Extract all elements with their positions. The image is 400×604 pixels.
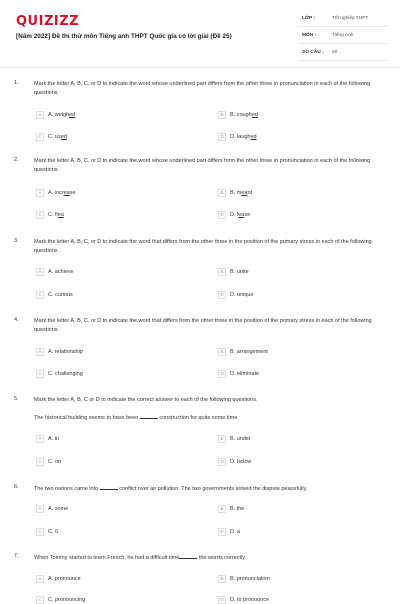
option-text: D. to pronounce <box>230 596 270 603</box>
option-b[interactable] <box>218 110 258 119</box>
option-letter-box: A <box>36 268 44 276</box>
option-letter-box: C <box>36 133 44 141</box>
question-number: 5. <box>14 396 19 402</box>
option-letter-box: A <box>36 111 44 119</box>
question-number: 3. <box>14 238 19 244</box>
question-text: Mark the letter A, B, C, or D to indicate the word whose underlined part differs from the other three in pronunciation in each of the following questions. <box>34 81 371 97</box>
meta-value: Tiếng Anh <box>328 27 388 44</box>
option-c[interactable] <box>36 290 73 299</box>
option-letter-box: A <box>36 505 44 513</box>
option-text: C. challenging <box>48 370 83 377</box>
option-a[interactable] <box>36 188 76 197</box>
quizizz-logo[interactable]: QUIZIZZ <box>16 14 80 29</box>
answer-blank <box>100 484 118 490</box>
option-d[interactable] <box>218 132 257 141</box>
option-text: A. relationship <box>48 348 83 355</box>
option-letter-box: A <box>36 348 44 356</box>
option-text: C. flea <box>48 211 64 218</box>
option-letter-box: C <box>36 370 44 378</box>
option-text: B. pronunciation <box>230 575 270 582</box>
option-text: C. curious <box>48 291 73 298</box>
question-text: Mark the letter A, B, C or D to indicate the correct answer to each of the following questions. <box>34 397 258 403</box>
question-number: 2. <box>14 157 19 163</box>
option-letter-box: D <box>218 370 226 378</box>
option-text: C. used <box>48 133 67 140</box>
header-divider <box>0 67 400 68</box>
option-text: A. weighed <box>48 111 76 118</box>
meta-value: Tốt nghiệp THPT <box>328 10 388 27</box>
option-letter-box: B <box>218 268 226 276</box>
option-letter-box: C <box>36 596 44 604</box>
option-b[interactable] <box>218 267 249 276</box>
option-text: D. unique <box>230 291 254 298</box>
option-b[interactable] <box>218 188 252 197</box>
option-text: A. some <box>48 505 69 512</box>
question-text: Mark the letter A, B, C, or D to indicate the word that differs from the other three in the position of the primary stress in each of the following questions. <box>34 239 372 255</box>
option-letter-box: B <box>218 505 226 513</box>
meta-key: MÔN : <box>298 27 328 44</box>
option-a[interactable] <box>36 504 68 513</box>
worksheet-title: [Năm 2022] Đề thi thử môn Tiếng anh THPT Quốc gia có lời giải (Đề 25) <box>16 33 232 40</box>
option-letter-box: B <box>218 435 226 443</box>
meta-key: SỐ CÂU : <box>298 44 328 61</box>
option-a[interactable] <box>36 110 75 119</box>
option-letter-box: C <box>36 528 44 536</box>
option-a[interactable] <box>36 347 83 356</box>
option-text: C. pronouncing <box>48 596 86 603</box>
option-text: D. lease <box>230 211 251 218</box>
meta-value: 50 <box>328 44 388 61</box>
question-text: The two nations came into conflict over air pollution. The two governments solved the dispute peacefully. <box>34 486 308 492</box>
option-c[interactable] <box>36 369 83 378</box>
option-text: A. achieve <box>48 268 74 275</box>
option-c[interactable] <box>36 457 61 466</box>
option-a[interactable] <box>36 574 81 583</box>
option-letter-box: C <box>36 211 44 219</box>
option-letter-box: D <box>218 528 226 536</box>
option-d[interactable] <box>218 457 251 466</box>
option-letter-box: B <box>218 348 226 356</box>
answer-blank <box>140 413 158 419</box>
option-text: D. a <box>230 528 241 535</box>
option-letter-box: D <box>218 133 226 141</box>
option-letter-box: A <box>36 189 44 197</box>
option-text: A. increase <box>48 189 76 196</box>
option-text: B. the <box>230 505 245 512</box>
meta-row-grade <box>298 10 388 27</box>
question-number: 7. <box>14 553 19 559</box>
question-text: Mark the letter A, B, C, or D to indicate the word that differs from the other three in the position of the primary stress in each of the following questions. <box>34 318 372 334</box>
option-text: B. arrangement <box>230 348 268 355</box>
option-c[interactable] <box>36 132 67 141</box>
option-letter-box: C <box>36 291 44 299</box>
option-c[interactable] <box>36 210 64 219</box>
answer-blank <box>179 553 197 559</box>
option-text: C. on <box>48 458 62 465</box>
option-text: B. unite <box>230 268 249 275</box>
option-text: A. in <box>48 435 60 442</box>
option-a[interactable] <box>36 267 74 276</box>
option-c[interactable] <box>36 527 58 536</box>
question-number: 4. <box>14 317 19 323</box>
option-letter-box: C <box>36 458 44 466</box>
option-letter-box: B <box>218 111 226 119</box>
question-sentence: The historical building seems to have been construction for quite some time. <box>34 415 239 421</box>
option-letter-box: A <box>36 575 44 583</box>
question-number: 1. <box>14 80 19 86</box>
meta-table <box>298 10 388 61</box>
option-b[interactable] <box>218 504 244 513</box>
worksheet-header <box>0 0 400 66</box>
option-letter-box: B <box>218 189 226 197</box>
meta-row-subject <box>298 27 388 44</box>
option-letter-box: D <box>218 458 226 466</box>
option-a[interactable] <box>36 434 59 443</box>
meta-row-count <box>298 44 388 61</box>
option-text: D. laughed <box>230 133 257 140</box>
option-text: B. meant <box>230 189 253 196</box>
option-letter-box: D <box>218 291 226 299</box>
option-text: D. below <box>230 458 252 465</box>
option-text: D. eliminate <box>230 370 260 377</box>
option-letter-box: A <box>36 435 44 443</box>
question-text: When Tommy started to learn French, he had a difficult time the words correctly <box>34 555 245 561</box>
option-b[interactable] <box>218 434 251 443</box>
option-d[interactable] <box>218 210 250 219</box>
option-letter-box: D <box>218 211 226 219</box>
option-d[interactable] <box>218 527 240 536</box>
option-letter-box: B <box>218 575 226 583</box>
question-text: Mark the letter A, B, C, or D to indicate the word whose underlined part differs from the other three in pronunciation in each of the following questions. <box>34 158 371 174</box>
option-text: C. 0 <box>48 528 59 535</box>
option-d[interactable] <box>218 369 259 378</box>
meta-key: LỚP : <box>298 10 328 27</box>
option-b[interactable] <box>218 574 270 583</box>
question-number: 6. <box>14 484 19 490</box>
option-text: A. pronounce <box>48 575 81 582</box>
option-text: B. under <box>230 435 251 442</box>
option-b[interactable] <box>218 347 268 356</box>
option-d[interactable] <box>218 290 254 299</box>
option-text: B. coughed <box>230 111 258 118</box>
option-letter-box: D <box>218 596 226 604</box>
